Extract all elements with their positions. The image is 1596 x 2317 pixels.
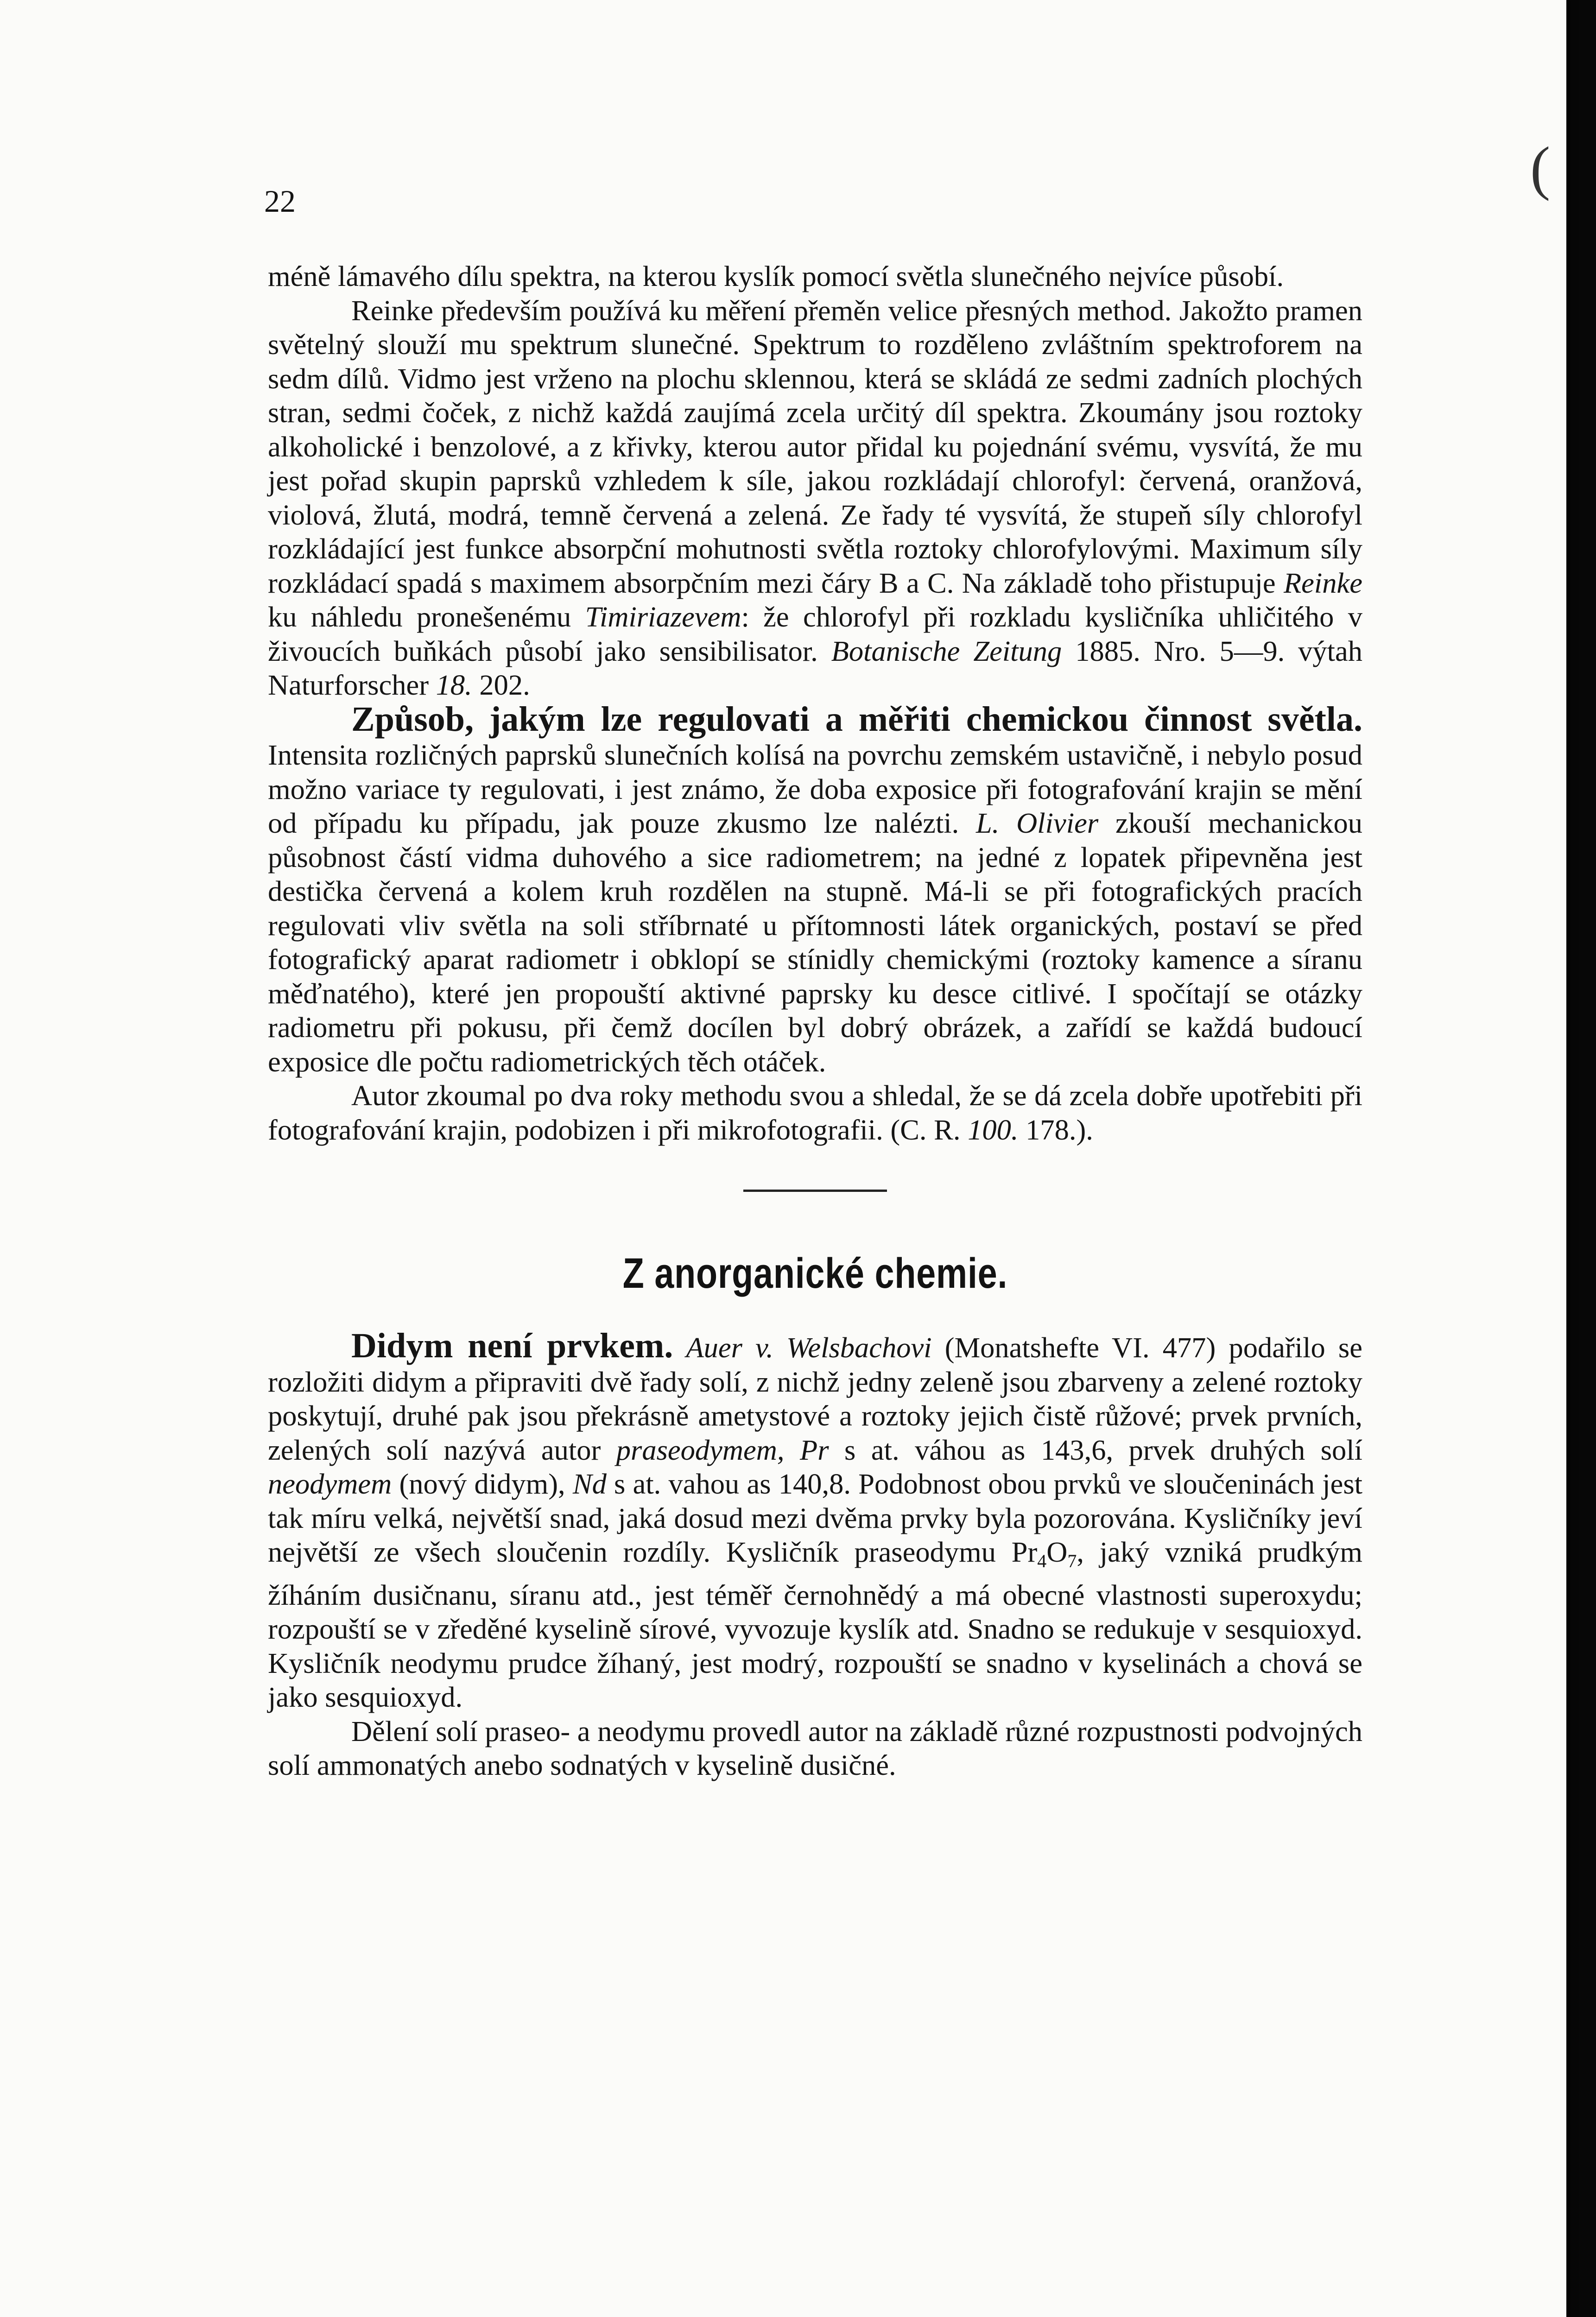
element-name: praseodymem, Pr xyxy=(616,1433,829,1466)
journal-title: Botanische Zeitung xyxy=(831,634,1062,667)
text-run: 178.). xyxy=(1026,1113,1093,1146)
text-run: s at. vahou as 140,8. Podobnost obou prvků ve sloučeninách jest tak míru velká, největší snad, jaká dosud mezi dvěma prvky byla pozorována. Kysličníky jeví největší ze všech sloučenin rozdíly. Kysličník praseodymu Pr xyxy=(268,1468,1363,1568)
author-name: Auer v. Welsbachovi xyxy=(686,1331,932,1364)
paragraph-reinke xyxy=(268,294,1362,703)
text-run: ku náhledu pronešenému xyxy=(268,601,571,633)
article-heading: Způsob, jakým lze regulovati a měřiti chemickou činnost světla. xyxy=(351,699,1362,739)
paragraph-continuation: méně lámavého dílu spektra, na kterou kyslík pomocí světla slunečného nejvíce působí. xyxy=(268,260,1284,292)
section-title: Z anorganické chemie. xyxy=(622,1250,1008,1297)
author-name: L. Olivier xyxy=(976,807,1099,839)
author-name: Timiriazevem xyxy=(585,601,741,633)
article-heading: Didym není prvkem. xyxy=(351,1326,673,1365)
author-name: Reinke xyxy=(1283,566,1362,599)
text-run: s at. váhou as 143,6, prvek druhých solí xyxy=(844,1433,1363,1466)
text-run: zkouší mechanickou působnost částí vidma duhového a sice radiometrem; na jedné z lopatek připevněna jest destička červená a kolem kruh rozdělen na stupně. Má-li se při fotografických pracích regulovati vliv světla na soli stříbrnaté u přítomnosti látek organických, postaví se před fotografický aparat radiometr i obklopí se stínidly chemickými (roztoky kamence a síranu měďnatého), které jen propouští aktivné paprsky ku desce citlivé. I spočítají se otázky radiometru při pokusu, při čemž docílen byl dobrý obrázek, a zařídí se každá budoucí exposice dle počtu radiometrických těch otáček. xyxy=(268,807,1363,1078)
text-run: 202. xyxy=(479,669,530,701)
paragraph-light-regulation xyxy=(268,699,1363,1079)
text-run: O xyxy=(1046,1536,1068,1568)
text-run: Autor zkoumal po dva roky methodu svou a shledal, že se dá zcela dobře upotřebiti při fotografování krajin, podobizen i při mikrofotografii. (C. R. xyxy=(268,1079,1362,1146)
paragraph-author-summary xyxy=(268,1079,1362,1147)
text-run: : že chlorofyl při rozkladu kysličníka uhličitého v živoucích buňkách působí jako sensibilisator. xyxy=(268,601,1363,667)
text-run: Reinke především používá ku měření přeměn velice přesných method. Jakožto pramen světelný slouží mu spektrum slunečné. Spektrum to rozděleno zvláštním spektroforem na sedm dílů. Vidmo jest vrženo na plochu sklennou, která se skládá ze sedmi zadních plochých stran, sedmi čoček, z nichž každá zaujímá zcela určitý díl spektra. Zkoumány jsou roztoky alkoholické i benzolové, a z křivky, kterou autor přidal ku pojednání svému, vysvítá, že mu jest pořad skupin paprsků vzhledem k síle, jakou rozkládají chlorofyl: červená, oranžová, violová, žlutá, modrá, temně červená a zelená. Ze řady té vysvítá, že stupeň síly chlorofyl rozkládající jest funkce absorpční mohutnosti světla roztoky chlorofylovými. Maximum síly rozkládací spadá s maximem absorpčním mezi čáry B a C. Na základě toho přistupuje xyxy=(268,294,1362,599)
paragraph-separation: Dělení solí praseo- a neodymu provedl autor na základě různé rozpustnosti podvojných solí ammonatých anebo sodnatých v kyselině dusičné. xyxy=(268,1715,1362,1781)
page-number: 22 xyxy=(264,184,296,219)
margin-bracket-mark: ( xyxy=(1530,135,1551,202)
formula-subscript: 4 xyxy=(1037,1551,1047,1571)
text-run: (nový didym), xyxy=(399,1468,565,1500)
text-run: Intensita rozličných paprsků slunečních kolísá na povrchu zemském ustavičně, i nebylo posud možno variace ty regulovati, i jest známo, že doba exposice při fotografování krajin se mění od případu ku případu, jak pouze zkusmo lze nalézti. xyxy=(268,739,1362,839)
element-name: neodymem xyxy=(268,1468,392,1500)
section-divider xyxy=(743,1190,887,1192)
body-text xyxy=(268,260,1362,1783)
text-run: , jaký vzniká prudkým žíháním dusičnanu, síranu atd., jest téměř černohnědý a má obecné vlastnosti superoxydu; rozpouští se v zředěné kyselině sírové, vyvozuje kyslík atd. Snadno se redukuje v sesquioxyd. Kysličník neodymu prudce žíhaný, jest modrý, rozpouští se snadno v kyselinách a chová se jako sesquioxyd. xyxy=(268,1536,1362,1713)
volume-number: 18. xyxy=(436,669,472,701)
text-run: 1885. Nro. 5—9. výtah Naturforscher xyxy=(268,634,1362,701)
element-symbol: Nd xyxy=(572,1468,607,1500)
formula-subscript: 7 xyxy=(1067,1551,1077,1571)
text-run: (Monatshefte VI. 477) podařilo se rozložiti didym a připraviti dvě řady solí, z nichž jedny zeleně jsou zbarveny a zelené roztoky poskytují, druhé pak jsou překrásně ametystové a roztoky jejich čistě růžové; prvek prvních, zelených solí nazývá autor xyxy=(268,1331,1362,1466)
volume-number: 100. xyxy=(968,1113,1019,1146)
paragraph-didym xyxy=(268,1326,1363,1715)
